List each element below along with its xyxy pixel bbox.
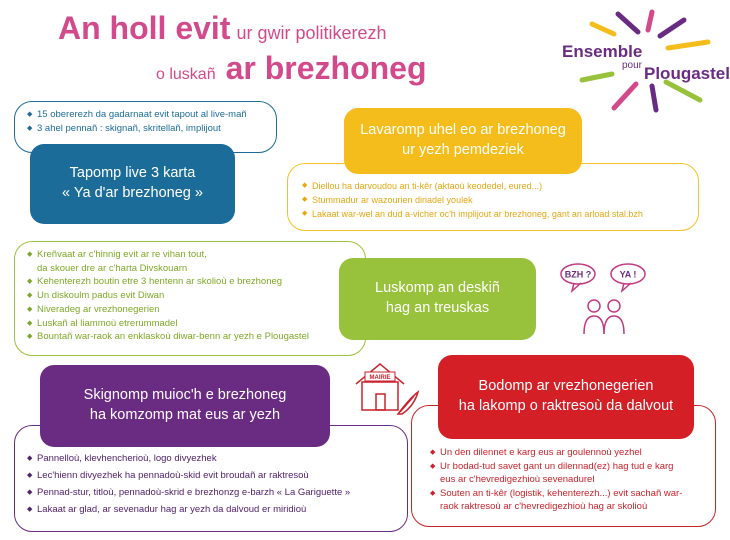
list-item: ◆ Bountañ war-raok an enklaskoù diwar-benn ar yezh e Plougastel	[27, 330, 353, 344]
purple-heading-line2: ha komzomp mat eus ar yezh	[89, 407, 281, 423]
red-heading-pill	[438, 355, 694, 439]
list-item: ◆ Stummadur ar wazourien diriadel youlek	[302, 193, 684, 207]
list-item: ◆ Un den dilennet e karg eus ar goulennoù yezhel	[430, 446, 703, 460]
list-item: ◆ Diellou ha darvoudou an ti-kêr (aktaoù keodedel, eured...)	[302, 179, 684, 193]
blue-heading-line1: Tapomp live 3 karta	[69, 165, 196, 182]
blue-heading-pill	[30, 144, 235, 224]
list-item: ◆ Un diskoulm padus evit Diwan	[27, 289, 353, 303]
list-item	[430, 460, 703, 487]
purple-heading-line1: Skignomp muioc'h e brezhoneg	[83, 387, 287, 404]
house-icon	[350, 358, 420, 420]
list-item: ◆ Pennad-stur, titloù, pennadoù-skrid e brezhonzg e-barzh « La Gariguette »	[27, 484, 395, 501]
list-item: ◆ Lec'hienn divyezhek ha pennadoù-skid evit broudañ ar raktresoù	[27, 467, 395, 484]
list-item-line: Ur bodad-tud savet gant un dilennad(ez) hag tud e karg	[440, 460, 674, 472]
list-item-line: Kreñvaat ar c'hinnig evit ar re vihan tout,	[37, 249, 207, 260]
logo-text-plougastel: Plougastel	[644, 64, 730, 83]
green-heading-pill	[339, 258, 536, 340]
green-heading-line1: Luskomp an deskiñ	[375, 280, 500, 297]
yellow-heading-line1: Lavaromp uhel eo ar brezhoneg	[360, 122, 566, 139]
list-item-line: raok raktresoù ar c'hevredigezhioù hag ar skolioù	[440, 501, 648, 512]
blue-heading-line2: « Ya d'ar brezhoneg »	[62, 185, 203, 201]
red-heading-line2: ha lakomp o raktresoù da dalvout	[458, 398, 674, 414]
bubble-right-text: YA !	[619, 269, 637, 280]
list-item: ◆ 3 ahel pennañ : skignañ, skritellañ, implijout	[27, 122, 264, 136]
list-item	[27, 248, 353, 275]
title-line1-big: An holl evit	[58, 10, 231, 46]
list-item-line: Souten an ti-kêr (logistik, kehenterezh...) evit sachañ war-	[440, 487, 683, 499]
list-item-line: da skouer dre ar c'harta Divskouarn	[37, 262, 188, 274]
list-item: ◆ Kehenterezh boutin etre 3 hentenn ar skolioù e brezhoneg	[27, 275, 353, 289]
page-subtitle	[156, 50, 427, 87]
title-line1-small: ur gwir politikerezh	[236, 23, 387, 43]
list-item	[430, 487, 703, 514]
bubble-left-text: BZH ?	[564, 269, 592, 280]
logo-text-ensemble: Ensemble	[562, 42, 643, 61]
list-item: ◆ Niveradeg ar vrezhonegerien	[27, 303, 353, 317]
purple-heading-pill	[40, 365, 330, 447]
yellow-heading-pill	[344, 108, 582, 174]
logo-text-pour: pour	[622, 60, 643, 71]
title-line2-big: ar brezhoneg	[225, 50, 427, 86]
speech-bubbles-icon	[560, 262, 650, 344]
green-heading-line2: hag an treuskas	[385, 300, 490, 316]
yellow-heading-line2: ur yezh pemdeziek	[402, 142, 524, 158]
house-sign-text: MAIRIE	[369, 375, 391, 381]
list-item-line: eus ar c'hevredigezhioù sevenadurel	[440, 474, 595, 485]
green-bullet-box	[14, 241, 366, 356]
list-item: ◆ Lakaat ar glad, ar sevenadur hag ar yezh da dalvoud er miridioù	[27, 501, 395, 518]
list-item: ◆ Lakaat war-wel an dud a-vicher oc'h implijout ar brezhoneg, gant an arload stal.bzh	[302, 207, 684, 221]
red-heading-line1: Bodomp ar vrezhonegerien	[478, 378, 654, 395]
list-item: ◆ 15 obererezh da gadarnaat evit tapout al live-mañ	[27, 108, 264, 122]
list-item: ◆ Luskañ al liammoù etrerummadel	[27, 317, 353, 331]
page-title	[58, 10, 387, 47]
list-item: ◆ Pannelloù, klevhencherioù, logo divyezhek	[27, 450, 395, 467]
title-line2-small: o luskañ	[156, 66, 216, 83]
